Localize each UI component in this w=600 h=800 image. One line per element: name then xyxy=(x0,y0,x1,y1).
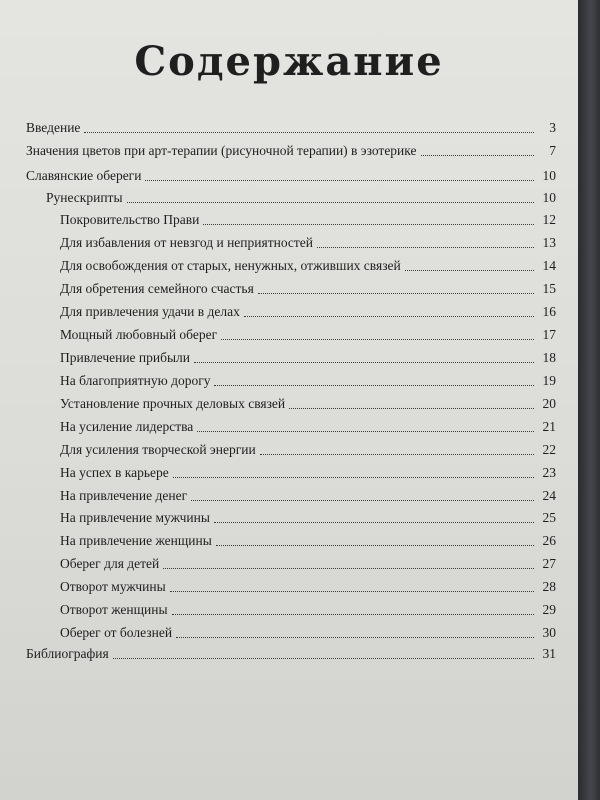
toc-page-number: 12 xyxy=(542,212,556,227)
toc-page-number: 23 xyxy=(542,465,556,480)
toc-page-number: 15 xyxy=(542,281,556,296)
toc-entry xyxy=(60,440,556,458)
toc-entry xyxy=(60,417,556,435)
toc-entry-title: Привлечение прибыли xyxy=(60,350,191,365)
toc-page-number: 10 xyxy=(542,168,556,183)
toc-entry xyxy=(60,233,556,251)
toc-page-number: 20 xyxy=(542,396,556,411)
toc-entry-title: Для усиления творческой энергии xyxy=(60,442,256,457)
toc-dot-leader xyxy=(176,637,534,638)
page-edge-shadow xyxy=(578,0,600,800)
toc-dot-leader xyxy=(163,568,534,569)
page-title: Содержание xyxy=(134,38,444,85)
toc-entry xyxy=(46,188,556,206)
toc-entry xyxy=(26,118,556,136)
toc-dot-leader xyxy=(191,500,534,501)
toc-page-number: 26 xyxy=(542,533,556,548)
toc-page-number: 7 xyxy=(549,143,556,158)
toc-entry xyxy=(60,508,556,526)
toc-entry xyxy=(60,531,556,549)
toc-dot-leader xyxy=(194,362,534,363)
toc-dot-leader xyxy=(258,293,534,294)
toc-entry xyxy=(60,600,556,618)
toc-entry-title: На усиление лидерства xyxy=(60,419,194,434)
toc-entry-title: На привлечение женщины xyxy=(60,533,212,548)
toc-page-number: 10 xyxy=(542,190,556,205)
toc-entry-title: Оберег от болезней xyxy=(60,625,173,640)
toc-dot-leader xyxy=(145,180,534,181)
toc-dot-leader xyxy=(214,522,534,523)
toc-dot-leader xyxy=(317,247,534,248)
toc-entry-title: Покровительство Прави xyxy=(60,212,200,227)
toc-page-number: 16 xyxy=(542,304,556,319)
toc-entry xyxy=(60,325,556,343)
toc-entry-title: На привлечение денег xyxy=(60,488,188,503)
toc-page-number: 27 xyxy=(542,556,556,571)
toc-entry-title: Отворот мужчины xyxy=(60,579,166,594)
toc-dot-leader xyxy=(244,316,534,317)
toc-dot-leader xyxy=(173,477,534,478)
toc-entry xyxy=(60,394,556,412)
toc-entry xyxy=(60,554,556,572)
toc-page-number: 17 xyxy=(542,327,556,342)
toc-page-number: 18 xyxy=(542,350,556,365)
toc-entry-title: Для избавления от невзгод и неприятностей xyxy=(60,235,314,250)
toc-page-number: 28 xyxy=(542,579,556,594)
toc-page-number: 19 xyxy=(542,373,556,388)
toc-page-number: 14 xyxy=(542,258,556,273)
toc-dot-leader xyxy=(260,454,534,455)
toc-entry-title: Библиография xyxy=(26,646,109,661)
toc-entry-title: Оберег для детей xyxy=(60,556,160,571)
toc-entry-title: Для обретения семейного счастья xyxy=(60,281,254,296)
toc-entry-title: На успех в карьере xyxy=(60,465,169,480)
toc-entry xyxy=(60,577,556,595)
toc-dot-leader xyxy=(214,385,534,386)
toc-dot-leader xyxy=(405,270,534,271)
toc-entry xyxy=(26,141,556,159)
toc-dot-leader xyxy=(113,658,534,659)
toc-entry xyxy=(60,623,556,641)
toc-entry-title: Введение xyxy=(26,120,81,135)
toc-entry xyxy=(60,348,556,366)
toc-entry xyxy=(60,371,556,389)
toc-dot-leader xyxy=(197,431,534,432)
toc-page-number: 24 xyxy=(542,488,556,503)
toc-page-number: 29 xyxy=(542,602,556,617)
toc-dot-leader xyxy=(172,614,534,615)
toc-page-number: 31 xyxy=(542,646,556,661)
toc-dot-leader xyxy=(221,339,534,340)
toc-dot-leader xyxy=(84,132,534,133)
toc-entry-title: Славянские обереги xyxy=(26,168,142,183)
toc-entry-title: Отворот женщины xyxy=(60,602,168,617)
toc-page-number: 22 xyxy=(542,442,556,457)
toc-dot-leader xyxy=(127,202,534,203)
toc-dot-leader xyxy=(216,545,534,546)
toc-entry xyxy=(60,463,556,481)
toc-dot-leader xyxy=(421,155,535,156)
toc-entry xyxy=(26,166,556,184)
toc-entry-title: Для привлечения удачи в делах xyxy=(60,304,240,319)
toc-page-number: 30 xyxy=(542,625,556,640)
toc-entry xyxy=(26,644,556,662)
toc-entry xyxy=(60,256,556,274)
toc-entry-title: Для освобождения от старых, ненужных, отживших связей xyxy=(60,258,401,273)
toc-page-number: 13 xyxy=(542,235,556,250)
toc-page-number: 25 xyxy=(542,510,556,525)
toc-entry-title: Рунескрипты xyxy=(46,190,123,205)
toc-entry-title: Установление прочных деловых связей xyxy=(60,396,286,411)
toc-entry-title: Мощный любовный оберег xyxy=(60,327,218,342)
toc-entry-title: На благоприятную дорогу xyxy=(60,373,211,388)
toc-entry xyxy=(60,486,556,504)
toc-entry-title: Значения цветов при арт-терапии (рисуночной терапии) в эзотерике xyxy=(26,143,417,158)
toc-dot-leader xyxy=(203,224,534,225)
toc-dot-leader xyxy=(289,408,534,409)
toc-entry-title: На привлечение мужчины xyxy=(60,510,210,525)
toc-page-number: 21 xyxy=(542,419,556,434)
toc-entry xyxy=(60,302,556,320)
toc-dot-leader xyxy=(170,591,534,592)
toc-entry xyxy=(60,210,556,228)
toc-page-number: 3 xyxy=(549,120,556,135)
toc-entry xyxy=(60,279,556,297)
